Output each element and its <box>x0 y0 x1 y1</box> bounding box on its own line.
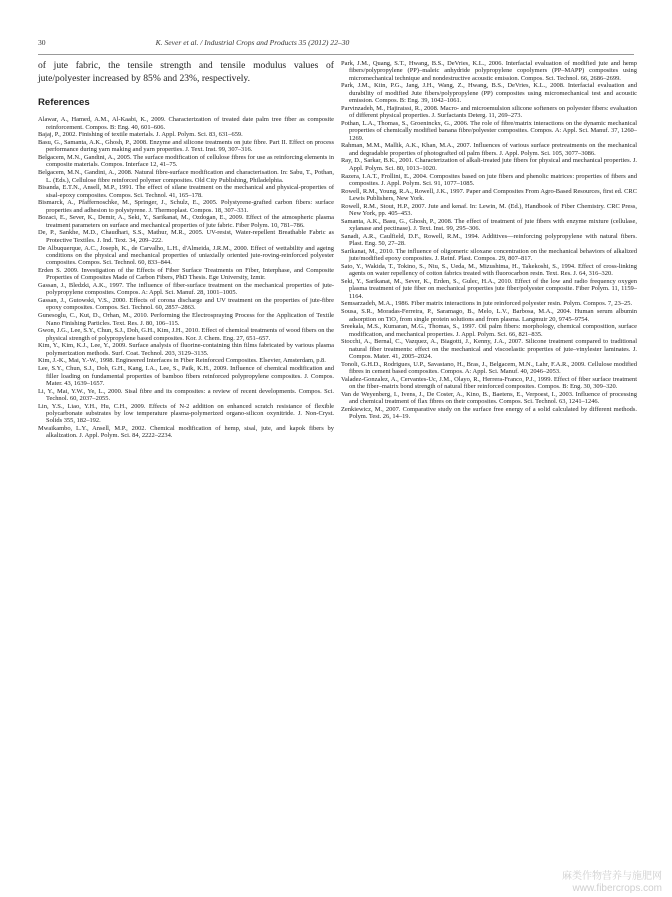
reference-entry: Kim, Y., Kim, K.J., Lee, Y., 2009. Surface analysis of fluorine-containing thin films fabricated by various plasma polymerization methods. Surf. Coat. Technol. 203, 3129–3135. <box>38 342 334 357</box>
reference-entry: Lee, S.Y., Chun, S.J., Doh, G.H., Kang, I.A., Lee, S., Paik, K.H., 2009. Influence of chemical modification and filler loading on fundamental properties of bamboo fibers reinforced polypropylene composites. J. Compos. Mater. 43, 1639–1657. <box>38 365 334 387</box>
reference-entry: Van de Weyenberg, I., Ivens, J., De Coster, A., Kino, B., Baetens, E., Verpoest, I., 2003. Influence of processing and chemical treatment of flax fibres on their composites. Compos. Sci. Technol. 63, 1241–1246. <box>341 390 637 406</box>
right-column <box>341 60 637 421</box>
reference-entry: Li, Y., Mai, Y.W., Ye, L., 2000. Sisal fibre and its composites: a review of recent developments. Compos. Sci. Technol. 60, 2037–2055. <box>38 387 334 402</box>
conclusion-text: of jute fabric, the tensile strength and tensile modulus values of jute/polyester increased by 85% and 23%, respectively. <box>38 60 334 84</box>
references-list-right <box>341 60 637 421</box>
reference-entry: Bajaj, P., 2002. Finishing of textile materials. J. Appl. Polym. Sci. 83, 631–659. <box>38 131 243 139</box>
reference-entry: Bismarck, A., Pfaffernoschke, M., Springer, J., Schulz, E., 2005. Polystyrene-grafted carbon fibers: surface properties and adhesion to polystyrene. J. Thermoplast. Compos. 18, 307–331. <box>38 199 334 214</box>
reference-entry: Gassan, J., Gutowski, V.S., 2000. Effects of corona discharge and UV treatment on the properties of jute-fibre epoxy composites. Compos. Sci. Technol. 60, 2857–2863. <box>38 297 334 312</box>
page-number: 30 <box>38 38 46 47</box>
reference-entry: Park, J.M., Quang, S.T., Hwang, B.S., DeVries, K.L., 2006. Interfacial evaluation of modified jute and hemp fibers/polypropylene (PP)–maleic anhydride polypropylene copolymers (PP–MAPP) composites using micromechanical technique and nondestructive acoustic emission. Compos. Sci. Technol. 66, 2686–2699. <box>341 60 637 82</box>
reference-entry: Ray, D., Sarkar, B.K., 2001. Characterization of alkali-treated jute fibers for physical and mechanical properties. J. Appl. Polym. Sci. 80, 1013–1020. <box>341 157 637 172</box>
reference-entry: Alawar, A., Hamed, A.M., Al-Kaabi, K., 2009. Characterization of treated date palm tree fiber as composite reinforcement. Compos. B: Eng. 40, 601–606. <box>38 116 334 131</box>
watermark-line-1: 麻类作物营养与施肥网 <box>562 871 662 882</box>
reference-entry: Belgacem, M.N., Gandini, A., 2008. Natural fibre-surface modification and characterisation. In: Sabu, T., Pothan, L. (Eds.), Cellulose fibre reinforced polymer composites. Old City Publishing, Philadelphia. <box>38 169 334 184</box>
reference-entry: Sarikanat, M., 2010. The influence of oligomeric siloxane concentration on the mechanical behaviors of alkalized jute/modified epoxy composites. J. Reinf. Plast. Compos. 29, 807–817. <box>341 247 637 263</box>
reference-entry: Seki, Y., Sarikanat, M., Sever, K., Erden, S., Gulec, H.A., 2010. Effect of the low and radio frequency oxygen plasma treatment of jute fiber on mechanical properties jute fiber/polyester composite. Fiber Polym. 11, 1159–1164. <box>341 278 637 300</box>
reference-entry: Gassan, J., Bledzki, A.K., 1997. The influence of fiber-surface treatment on the mechanical properties of jute-polypropylene composites. Compos. A: Appl. Sci. Manuf. 28, 1001–1005. <box>38 282 334 297</box>
reference-entry: Sousa, S.R., Moradas-Ferreira, P., Saramago, B., Melo, L.V., Barbosa, M.A., 2004. Human serum albumin adsorption on TiO₂ from single protein solutions and from plasma. Langmuir 20, 9745–9754. <box>341 308 637 323</box>
reference-entry: Rowell, R.M., Stout, H.P., 2007. Jute and kenaf. In: Lewin, M. (Ed.), Handbook of Fiber Chemistry. CRC Press, New York, pp. 405–453. <box>341 202 637 217</box>
reference-entry: Tonoli, G.H.D., Rodrigues, U.P., Savastano, H., Bras, J., Belgacem, M.N., Lahr, F.A.R., 2009. Cellulose modified fibres in cement based composites. Compos. A: Appl. Sci. Manuf. 40, 2046–2053. <box>341 360 637 376</box>
reference-entry: Bozaci, E., Sever, K., Demir, A., Seki, Y., Sarikanat, M., Ozdogan, E., 2009. Effect of the atmospheric plasma treatment parameters on surface and mechanical properties of jute fabric. Fiber Polym. 10, 781–786. <box>38 214 334 229</box>
reference-entry: Mwaikambo, L.Y., Ansell, M.P., 2002. Chemical modification of hemp, sisal, jute, and kapok fibers by alkalization. J. Appl. Polym. Sci. 84, 2222–2234. <box>38 425 334 440</box>
reference-entry: De Albuquerque, A.C., Joseph, K., de Carvalho, L.H., d'Almeida, J.R.M., 2000. Effect of wettability and ageing conditions on the physical and mechanical properties of uniaxially oriented jute-roving-reinforced polyester composites. Compos. Sci. Technol. 60, 833–844. <box>38 244 334 267</box>
watermark <box>562 871 662 895</box>
reference-entry: Gunesoglu, C., Kut, D., Orhan, M., 2010. Performing the Electrospraying Process for the Application of Textile Nano Finishing Particles. Text. Res. J. 80, 106–115. <box>38 312 334 327</box>
reference-entry: Bisanda, E.T.N., Ansell, M.P., 1991. The effect of silane treatment on the mechanical and physical-properties of sisal-epoxy composites. Compos. Sci. Technol. 41, 165–178. <box>38 184 334 199</box>
left-column <box>38 60 334 440</box>
reference-entry: Basu, G., Samanta, A.K., Ghosh, P., 2008. Enzyme and silicone treatments on jute fibre. Part II. Effect on process performance during yarn making and yarn properties. J. Text. Inst. 99, 307–316. <box>38 139 334 154</box>
reference-entry: Semsarzadeh, M.A., 1986. Fiber matrix interactions in jute reinforced polyester resin. Polym. Compos. 7, 23–25. <box>341 300 633 308</box>
reference-entry: Sreekala, M.S., Kumaran, M.G., Thomas, S., 1997. Oil palm fibers: morphology, chemical composition, surface modification, and mechanical properties. J. Appl. Polym. Sci. 66, 821–835. <box>341 323 637 338</box>
reference-entry: Zenkiewicz, M., 2007. Comparative study on the surface free energy of a solid calculated by different methods. Polym. Test. 26, 14–19. <box>341 406 637 421</box>
running-header <box>38 38 634 52</box>
reference-entry: Rowell, R.M., Young, R.A., Rowell, J.K., 1997. Paper and Composites From Agro-Based Resources, first ed. CRC Lewis Publishers, New York. <box>341 187 637 202</box>
reference-entry: Sato, Y., Wakida, T., Tokino, S., Niu, S., Ueda, M., Mizushima, H., Takekoshi, S., 1994. Effect of cross-linking agents on water repellency of cotton fabrics treated with fluorocarbon resin. Text. Res. J. 64, 316–320. <box>341 262 637 278</box>
reference-entry: Parvinzadeh, M., Hajiraissi, R., 2008. Macro- and microemulsion silicone softeners on polyester fibers: evaluation of different physical properties. J. Surfactants Deterg. 11, 269–273. <box>341 104 637 120</box>
reference-entry: Belgacem, M.N., Gandini, A., 2005. The surface modification of cellulose fibres for use as reinforcing elements in composite materials. Compos. Interface 12, 41–75. <box>38 154 334 169</box>
reference-entry: Pothan, L.A., Thomas, S., Groeninckx, G., 2006. The role of fibre/matrix interactions on the dynamic mechanical properties of chemically modified banana fibre/polyester composites. Compos. A: Appl. Sci. Manuf. 37, 1260–1269. <box>341 119 637 142</box>
reference-entry: Valadez-Gonzalez, A., Cervantes-Uc, J.M., Olayo, R., Herrera-Franco, P.J., 1999. Effect of fiber surface treatment on the fiber–matrix bond strength of natural fiber reinforced composites. Compos. B: Eng. 30, 309–320. <box>341 375 637 391</box>
reference-entry: Stocchi, A., Bernal, C., Vazquez, A., Biagotti, J., Kenny, J.A., 2007. Silicone treatment compared to traditional natural fiber treatments: effect on the mechanical and viscoelastic properties of jute–vinylester laminates. J. Compos. Mater. 41, 2005–2024. <box>341 338 637 361</box>
reference-entry: Samanta, A.K., Basu, G., Ghosh, P., 2008. The effect of treatment of jute fibers with enzyme mixture (cellulase, xylanase and pectinase). J. Text. Inst. 99, 295–306. <box>341 217 637 233</box>
references-list-left <box>38 116 334 440</box>
reference-entry: Razera, I.A.T., Frollini, E., 2004. Composites based on jute fibers and phenolic matrices: properties of fibers and composites. J. Appl. Polym. Sci. 91, 1077–1085. <box>341 172 637 187</box>
reference-entry: Rahman, M.M., Mallik, A.K., Khan, M.A., 2007. Influences of various surface pretreatments on the mechanical and degradable properties of photografted oil palm fibers. J. Appl. Polym. Sci. 105, 3077–3086. <box>341 142 637 157</box>
references-heading: References <box>38 97 90 109</box>
reference-entry: De, P., Sankhe, M.D., Chaudhari, S.S., Mathur, M.R., 2005. UV-resist, Water-repellent Breathable Fabric as Protective Textiles. J. Ind. Text. 34, 209–222. <box>38 229 334 244</box>
reference-entry: Sanadi, A.R., Caulfield, D.F., Rowell, R.M., 1994. Additives—reinforcing polypropylene with natural fibers. Plast. Eng. 50, 27–28. <box>341 232 637 248</box>
reference-entry: Park, J.M., Kiin, P.G., Jang, J.H., Wang, Z., Hwang, B.S., DeVries, K.L., 2008. Interfacial evaluation and durability of modified Jute fibers/polypropylene (PP) composites using micromechanical test and acoustic emission. Compos. B: Eng. 39, 1042–1061. <box>341 82 637 105</box>
reference-entry: Kim, J.-K., Mai, Y.-W., 1998. Engineered Interfaces in Fiber Reinforced Composites. Elsevier, Amsterdam, p.8. <box>38 357 326 365</box>
watermark-line-2: www.fibercrops.com <box>572 883 662 894</box>
reference-entry: Erden S. 2009. Investigation of the Effects of Fiber Surface Treatments on Fiber, Interphase, and Composite Properties of Composites Made of Carbon Fibers, PhD Thesis. Ege University, Izmir. <box>38 266 334 282</box>
running-title: K. Sever et al. / Industrial Crops and Products 35 (2012) 22–30 <box>155 38 350 47</box>
header-rule <box>38 54 634 55</box>
reference-entry: Lin, Y.S., Liao, Y.H., Hu, C.H., 2009. Effects of N-2 addition on enhanced scratch resistance of flexible polycarbonate substrates by low temperature plasma-polymerized organo-silicon oxynitride. J. Non-Cryst. Solids 355, 182–192. <box>38 402 334 425</box>
reference-entry: Gwon, J.G., Lee, S.Y., Chun, S.J., Doh, G.H., Kim, J.H., 2010. Effect of chemical treatments of wood fibers on the physical strength of polypropylene based composites. Kor. J. Chem. Eng. 27, 651–657. <box>38 327 334 342</box>
